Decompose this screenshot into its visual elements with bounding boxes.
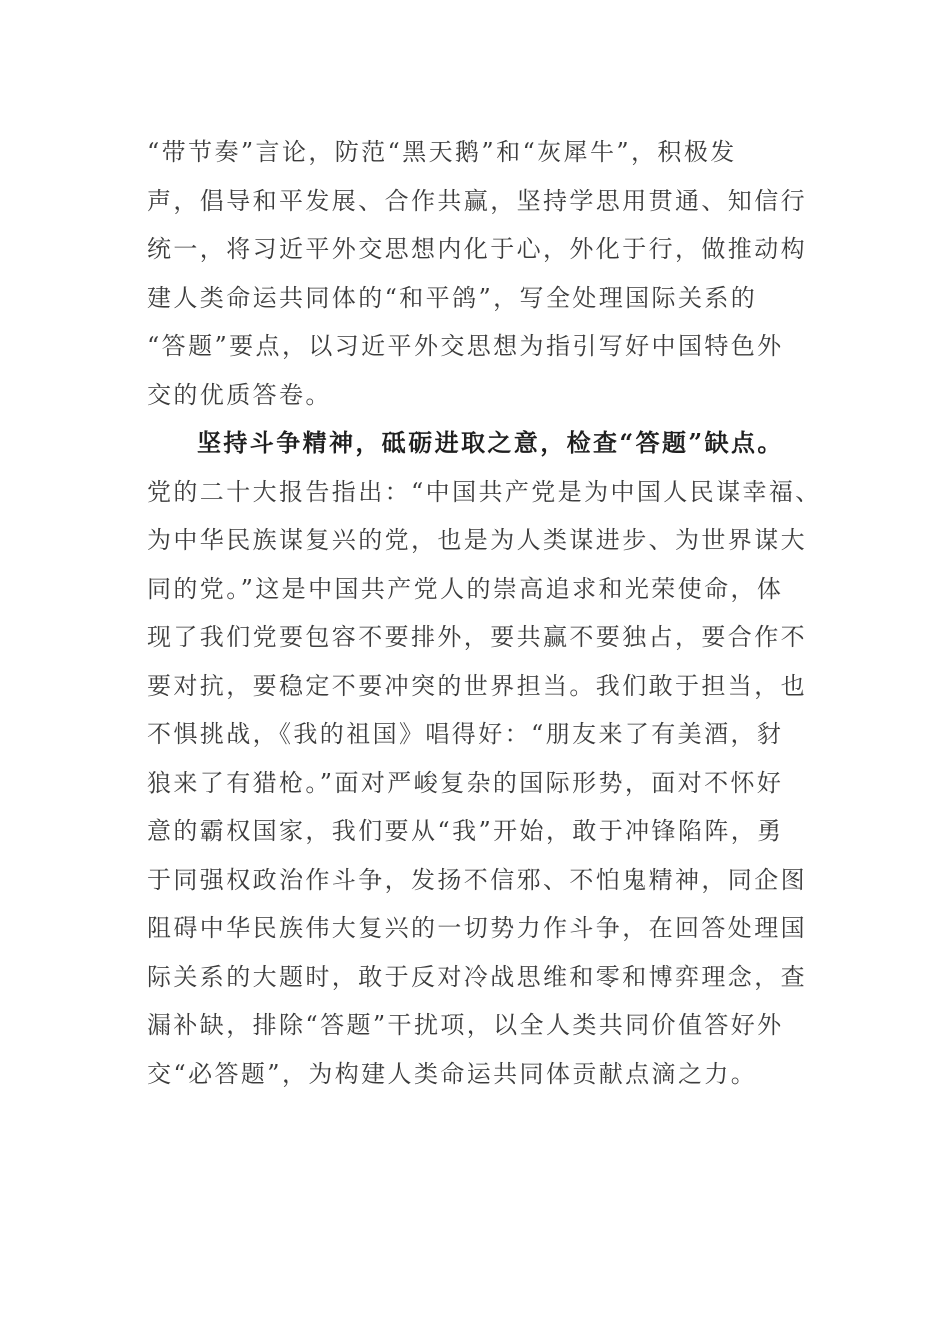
paragraph-1 <box>147 128 807 419</box>
text-line: 为中华民族谋复兴的党，也是为人类谋进步、为世界谋大 <box>147 526 807 554</box>
document-body <box>147 128 822 1098</box>
text-line: 声，倡导和平发展、合作共赢，坚持学思用贯通、知信行 <box>147 186 807 215</box>
section-heading: 坚持斗争精神，砥砺进取之意，检查“答题”缺点。 <box>197 428 784 457</box>
text-line: 于同强权政治作斗争，发扬不信邪、不怕鬼精神，同企图 <box>147 865 807 894</box>
text-line: 阻碍中华民族伟大复兴的一切势力作斗争，在回答处理国 <box>147 914 807 942</box>
text-line: 建人类命运共同体的“和平鸽”，写全处理国际关系的 <box>147 283 758 312</box>
text-line: 党的二十大报告指出：“中国共产党是为中国人民谋幸福、 <box>147 477 822 506</box>
text-line: 交“必答题”，为构建人类命运共同体贡献点滴之力。 <box>147 1059 758 1088</box>
text-line: 现了我们党要包容不要排外，要共赢不要独占，要合作不 <box>147 623 807 651</box>
text-line: 同的党。”这是中国共产党人的崇高追求和光荣使命，体 <box>147 574 784 603</box>
text-line: 际关系的大题时，敢于反对冷战思维和零和博弈理念，查 <box>147 962 807 991</box>
text-line: 意的霸权国家，我们要从“我”开始，敢于冲锋陷阵，勇 <box>147 817 784 845</box>
text-line: 漏补缺，排除“答题”干扰项，以全人类共同价值答好外 <box>147 1011 784 1039</box>
paragraph-2 <box>147 468 822 1099</box>
text-line: “带节奏”言论，防范“黑天鹅”和“灰犀牛”，积极发 <box>147 138 737 166</box>
text-line: 狼来了有猎枪。”面对严峻复杂的国际形势，面对不怀好 <box>147 768 784 797</box>
text-line: 统一，将习近平外交思想内化于心，外化于行，做推动构 <box>147 235 807 263</box>
text-line: “答题”要点，以习近平外交思想为指引写好中国特色外 <box>147 332 784 360</box>
text-line: 交的优质答卷。 <box>147 380 332 409</box>
text-line: 要对抗，要稳定不要冲突的世界担当。我们敢于担当，也 <box>147 671 807 700</box>
text-line: 不惧挑战，《我的祖国》唱得好：“朋友来了有美酒，豺 <box>147 720 784 748</box>
